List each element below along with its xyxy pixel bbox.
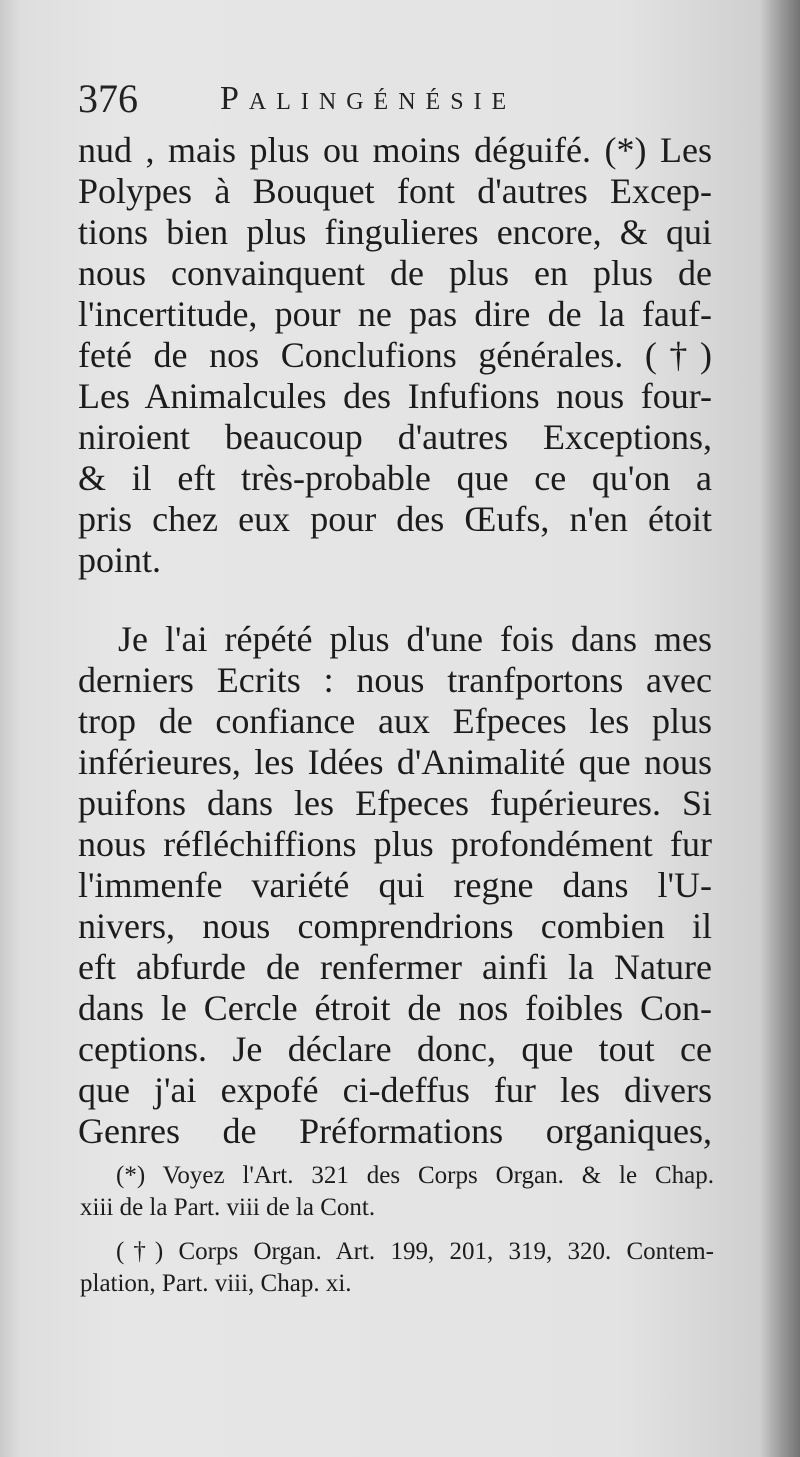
text-line: nous convainquent de plus en plus de xyxy=(78,253,712,293)
text-line: puifons dans les Efpeces fupérieures. Si xyxy=(78,783,712,823)
text-line: & il eft très-probable que ce qu'on a xyxy=(78,458,712,498)
footnote-1 xyxy=(80,1160,714,1224)
footnote-line: (†) Corps Organ. Art. 199, 201, 319, 320. Contem- xyxy=(116,1238,714,1265)
text-line: feté de nos Conclufions générales. (†) xyxy=(78,335,712,375)
text-line: que j'ai expofé ci-deffus fur les divers xyxy=(78,1070,712,1110)
text-line: eft abfurde de renfermer ainfi la Nature xyxy=(78,947,712,987)
footnote-gap xyxy=(80,1224,714,1236)
binding-shadow xyxy=(760,0,800,1457)
text-line: nud , mais plus ou moins déguifé. (*) Les xyxy=(78,130,712,170)
text-line: Je l'ai répété plus d'une fois dans mes xyxy=(118,619,712,659)
text-line: nous réfléchiffions plus profondément fur xyxy=(78,824,712,864)
text-line: tions bien plus fingulieres encore, & qui xyxy=(78,212,712,252)
paragraph-2 xyxy=(78,619,712,1152)
text-line: Les Animalcules des Infufions nous four- xyxy=(78,376,712,416)
footnote-line: plation, Part. viii, Chap. xi. xyxy=(80,1270,352,1297)
footnote-line: (*) Voyez l'Art. 321 des Corps Organ. & le Chap. xyxy=(116,1162,714,1189)
footnote-2 xyxy=(80,1236,714,1300)
text-line: nivers, nous comprendrions combien il xyxy=(78,906,712,946)
running-title: Palingénésie xyxy=(220,80,517,117)
paragraph-gap xyxy=(78,581,712,619)
body-text xyxy=(78,130,712,1152)
text-line: l'immenfe variété qui regne dans l'U- xyxy=(78,865,712,905)
text-line: ceptions. Je déclare donc, que tout ce xyxy=(78,1029,712,1069)
text-line: point. xyxy=(78,540,162,580)
text-line: Polypes à Bouquet font d'autres Excep- xyxy=(78,171,712,211)
text-line: dans le Cercle étroit de nos foibles Con- xyxy=(78,988,712,1028)
text-line: inférieures, les Idées d'Animalité que nous xyxy=(78,742,712,782)
text-line: l'incertitude, pour ne pas dire de la fauf- xyxy=(78,294,712,334)
text-line: Genres de Préformations organiques, xyxy=(78,1111,712,1151)
footnotes xyxy=(80,1160,714,1300)
paragraph-1 xyxy=(78,130,712,581)
text-line: pris chez eux pour des Œufs, n'en étoit xyxy=(78,499,712,539)
page-number: 376 xyxy=(78,76,138,121)
text-line: trop de confiance aux Efpeces les plus xyxy=(78,701,712,741)
page-header xyxy=(78,74,718,124)
footnote-line: xiii de la Part. viii de la Cont. xyxy=(80,1194,376,1221)
text-line: niroient beaucoup d'autres Exceptions, xyxy=(78,417,712,457)
text-line: derniers Ecrits : nous tranfportons avec xyxy=(78,660,712,700)
